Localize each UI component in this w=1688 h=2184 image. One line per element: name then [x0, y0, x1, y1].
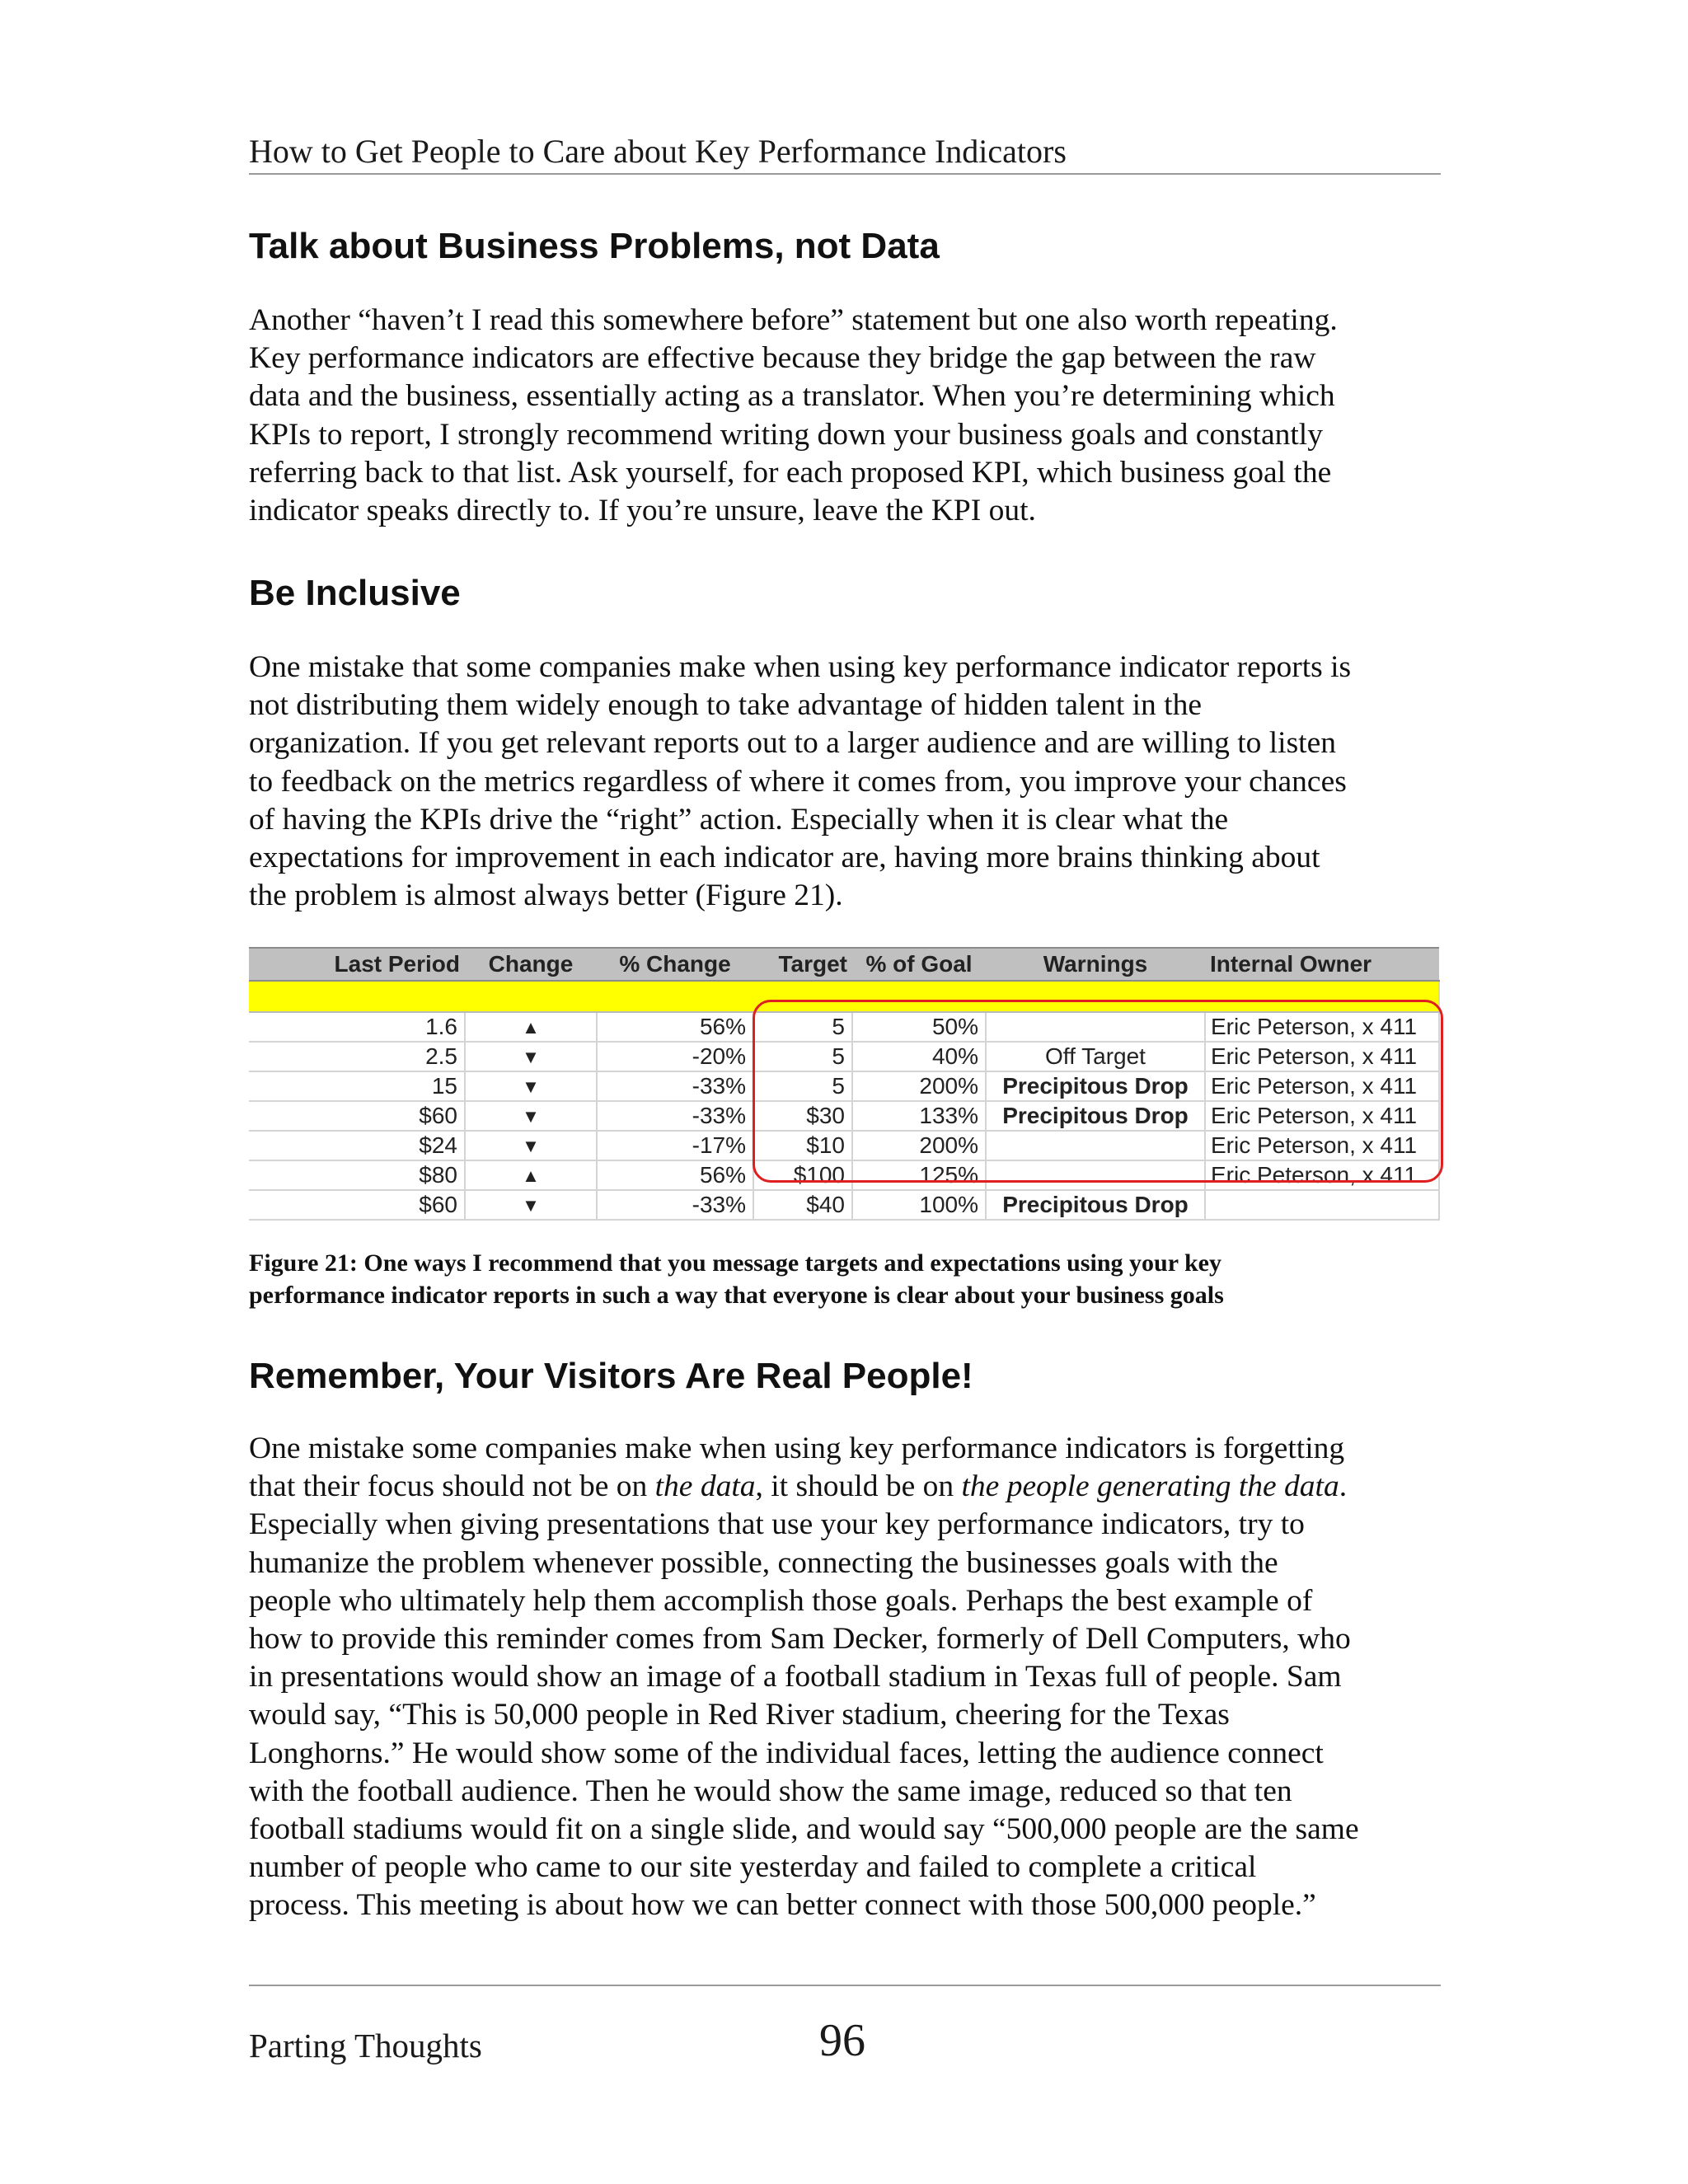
caption-line: performance indicator reports in such a way that everyone is clear about your business goals: [249, 1282, 1224, 1309]
text-line: One mistake that some companies make when using key performance indicator reports is: [249, 650, 1352, 684]
highlight-band: [249, 981, 1439, 1012]
column-header: % Change: [597, 948, 753, 981]
kpi-report-figure: [249, 947, 1439, 1217]
text-line: would say, “This is 50,000 people in Red River stadium, cheering for the Texas: [249, 1698, 1230, 1732]
trend-up-icon: ▲: [522, 1165, 540, 1186]
text-line: organization. If you get relevant reports out to a larger audience and are willing to listen: [249, 726, 1337, 761]
kpi-row: [249, 1131, 1439, 1160]
text-line: Another “haven’t I read this somewhere before” statement but one also worth repeating.: [249, 303, 1338, 337]
running-header: How to Get People to Care about Key Performance Indicators: [249, 133, 1067, 170]
target-cell: $10: [753, 1131, 852, 1160]
text-line: in presentations would show an image of a football stadium in Texas full of people. Sam: [249, 1660, 1342, 1694]
column-header: Internal Owner: [1205, 948, 1439, 981]
warning-cell: Precipitous Drop: [986, 1071, 1205, 1101]
target-cell: $40: [753, 1190, 852, 1220]
text-run: , it should be on: [755, 1469, 962, 1504]
kpi-row: [249, 1071, 1439, 1101]
section-heading-be-inclusive: Be Inclusive: [249, 573, 461, 613]
header-rule: [249, 173, 1441, 175]
section-heading-business-problems: Talk about Business Problems, not Data: [249, 226, 940, 266]
warning-cell: [986, 1012, 1205, 1042]
text-line: One mistake some companies make when using key performance indicators is forgetting: [249, 1432, 1345, 1465]
text-line: the problem is almost always better (Figure 21).: [249, 879, 843, 913]
text-line: Longhorns.” He would show some of the individual faces, letting the audience connect: [249, 1736, 1324, 1770]
emphasis-text: the data: [654, 1469, 756, 1504]
column-header: Change: [465, 948, 597, 981]
trend-down-icon: ▼: [522, 1047, 540, 1067]
kpi-row: [249, 1190, 1439, 1220]
kpi-row: [249, 1012, 1439, 1042]
kpi-row: [249, 1042, 1439, 1071]
percent-of-goal-cell: 40%: [852, 1042, 986, 1071]
internal-owner-cell: Eric Peterson, x 411: [1205, 1131, 1439, 1160]
page-number: 96: [819, 2015, 865, 2066]
warning-cell: Precipitous Drop: [986, 1101, 1205, 1131]
percent-of-goal-cell: 200%: [852, 1131, 986, 1160]
kpi-row: [249, 1160, 1439, 1190]
caption-line: Figure 21: One ways I recommend that you message targets and expectations using your key: [249, 1249, 1221, 1277]
column-header: % of Goal: [852, 948, 986, 981]
trend-up-icon: ▲: [522, 1017, 540, 1038]
text-line: to feedback on the metrics regardless of where it comes from, you improve your chances: [249, 764, 1347, 799]
last-period-cell: $80: [249, 1160, 465, 1190]
paragraph-business-problems: [249, 302, 1444, 530]
internal-owner-cell: Eric Peterson, x 411: [1205, 1160, 1439, 1190]
percent-change-cell: -33%: [597, 1190, 753, 1220]
last-period-cell: 15: [249, 1071, 465, 1101]
last-period-cell: $60: [249, 1190, 465, 1220]
text-line: process. This meeting is about how we can better connect with those 500,000 people.”: [249, 1888, 1316, 1923]
percent-change-cell: -20%: [597, 1042, 753, 1071]
column-header: Warnings: [986, 948, 1205, 981]
last-period-cell: 2.5: [249, 1042, 465, 1071]
warning-cell: [986, 1131, 1205, 1160]
warning-cell: Off Target: [986, 1042, 1205, 1071]
percent-of-goal-cell: 125%: [852, 1160, 986, 1190]
figure-caption: [249, 1247, 1441, 1311]
internal-owner-cell: [1205, 1190, 1439, 1220]
internal-owner-cell: Eric Peterson, x 411: [1205, 1101, 1439, 1131]
section-heading-real-people: Remember, Your Visitors Are Real People!: [249, 1356, 973, 1396]
warning-cell: [986, 1160, 1205, 1190]
kpi-header-row: [249, 948, 1439, 981]
text-line: humanize the problem whenever possible, connecting the businesses goals with the: [249, 1545, 1278, 1580]
text-line: data and the business, essentially acting as a translator. When you’re determining which: [249, 379, 1335, 414]
target-cell: 5: [753, 1071, 852, 1101]
column-header: Target: [753, 948, 852, 981]
text-line-with-emphasis: [249, 1468, 1444, 1506]
last-period-cell: $24: [249, 1131, 465, 1160]
text-line: with the football audience. Then he would show the same image, reduced so that ten: [249, 1774, 1292, 1808]
percent-of-goal-cell: 133%: [852, 1101, 986, 1131]
percent-change-cell: -33%: [597, 1071, 753, 1101]
footer-section-title: Parting Thoughts: [249, 2027, 482, 2064]
change-cell: [465, 1071, 597, 1101]
text-run: .: [1339, 1469, 1348, 1504]
column-header: Last Period: [249, 948, 465, 981]
change-cell: [465, 1131, 597, 1160]
kpi-row: [249, 1101, 1439, 1131]
footer-rule: [249, 1985, 1441, 1986]
percent-change-cell: 56%: [597, 1012, 753, 1042]
trend-down-icon: ▼: [522, 1076, 540, 1097]
paragraph-real-people: [249, 1430, 1444, 1925]
text-line: how to provide this reminder comes from Sam Decker, formerly of Dell Computers, who: [249, 1622, 1351, 1657]
text-line: Key performance indicators are effective because they bridge the gap between the raw: [249, 341, 1316, 376]
change-cell: [465, 1190, 597, 1220]
internal-owner-cell: Eric Peterson, x 411: [1205, 1012, 1439, 1042]
percent-of-goal-cell: 50%: [852, 1012, 986, 1042]
text-line: KPIs to report, I strongly recommend writing down your business goals and constantly: [249, 417, 1323, 452]
change-cell: [465, 1042, 597, 1071]
emphasis-text: the people generating the data: [961, 1469, 1339, 1504]
last-period-cell: $60: [249, 1101, 465, 1131]
percent-change-cell: 56%: [597, 1160, 753, 1190]
warning-cell: Precipitous Drop: [986, 1190, 1205, 1220]
text-line: number of people who came to our site yesterday and failed to complete a critical: [249, 1850, 1257, 1885]
percent-change-cell: -33%: [597, 1101, 753, 1131]
trend-down-icon: ▼: [522, 1136, 540, 1156]
text-run: that their focus should not be on: [249, 1469, 655, 1504]
text-line: expectations for improvement in each indicator are, having more brains thinking about: [249, 841, 1320, 875]
text-line: not distributing them widely enough to take advantage of hidden talent in the: [249, 688, 1202, 723]
target-cell: 5: [753, 1012, 852, 1042]
target-cell: $100: [753, 1160, 852, 1190]
paragraph-be-inclusive: [249, 649, 1444, 915]
text-line: indicator speaks directly to. If you’re unsure, leave the KPI out.: [249, 494, 1036, 528]
text-line: of having the KPIs drive the “right” action. Especially when it is clear what the: [249, 802, 1229, 837]
percent-of-goal-cell: 100%: [852, 1190, 986, 1220]
trend-down-icon: ▼: [522, 1106, 540, 1127]
percent-of-goal-cell: 200%: [852, 1071, 986, 1101]
change-cell: [465, 1101, 597, 1131]
change-cell: [465, 1160, 597, 1190]
internal-owner-cell: Eric Peterson, x 411: [1205, 1071, 1439, 1101]
text-line: football stadiums would fit on a single slide, and would say “500,000 people are the same: [249, 1812, 1359, 1847]
last-period-cell: 1.6: [249, 1012, 465, 1042]
text-line: Especially when giving presentations that use your key performance indicators, try to: [249, 1507, 1305, 1542]
change-cell: [465, 1012, 597, 1042]
percent-change-cell: -17%: [597, 1131, 753, 1160]
trend-down-icon: ▼: [522, 1195, 540, 1216]
internal-owner-cell: Eric Peterson, x 411: [1205, 1042, 1439, 1071]
text-line: people who ultimately help them accomplish those goals. Perhaps the best example of: [249, 1583, 1313, 1618]
text-line: referring back to that list. Ask yourself, for each proposed KPI, which business goal the: [249, 455, 1332, 490]
target-cell: $30: [753, 1101, 852, 1131]
kpi-table: [249, 947, 1440, 1221]
target-cell: 5: [753, 1042, 852, 1071]
